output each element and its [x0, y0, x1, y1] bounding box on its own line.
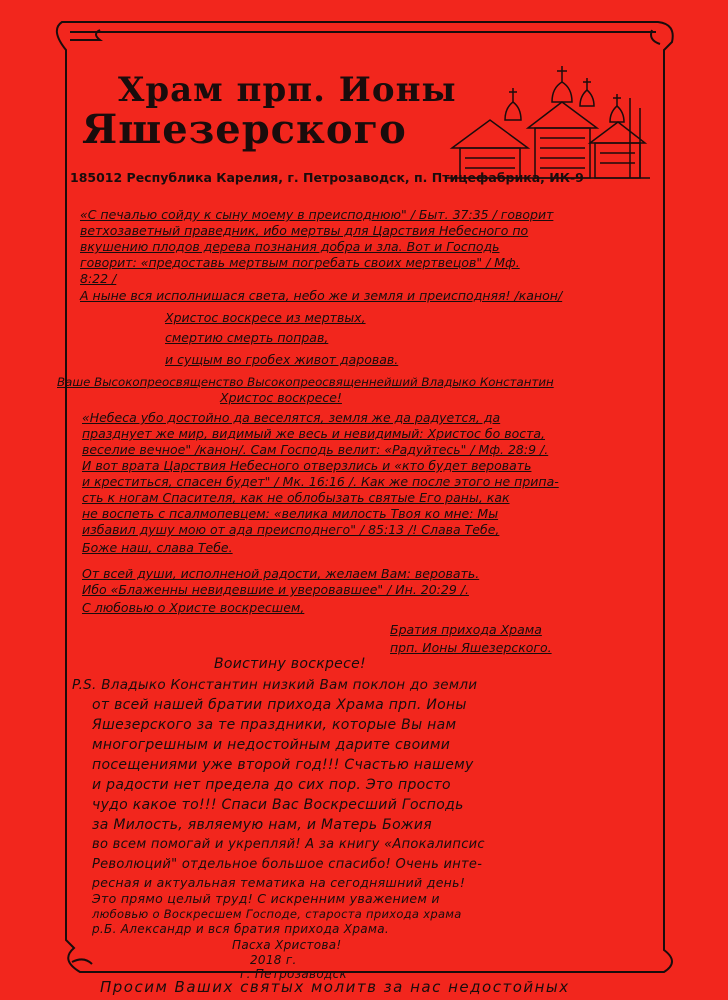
typed-line: Братия прихода Храма	[390, 622, 542, 637]
handwritten-line: г. Петрозаводск	[240, 967, 348, 981]
typed-line: А ныне вся исполнишася света, небо же и земля и преисподняя! /канон/	[80, 288, 563, 303]
header-address: 185012 Республика Карелия, г. Петрозаводск, п. Птицефабрика, ИК-9	[70, 170, 584, 185]
typed-line: и креститься, спасен будет" / Мк. 16:16 /. Как же после этого не припа-	[82, 474, 559, 489]
handwritten-line: P.S. Владыко Константин низкий Вам поклон до земли	[72, 677, 478, 693]
typed-line: смертию смерть поправ,	[165, 330, 329, 345]
handwritten-line: 2018 г.	[250, 953, 297, 967]
handwritten-line: Революций" отдельное большое спасибо! Очень инте-	[92, 857, 483, 872]
typed-line: Христос воскресе!	[220, 390, 342, 405]
typed-line: веселие вечное" /канон/. Сам Господь велит: «Радуйтесь" / Мф. 28:9 /.	[82, 442, 549, 457]
typed-line: «Небеса убо достойно да веселятся, земля же да радуется, да	[82, 410, 501, 425]
handwritten-line: от всей нашей братии прихода Храма прп. Ионы	[92, 697, 467, 713]
typed-line: «С печалью сойду к сыну моему в преисподнюю" / Быт. 37:35 / говорит	[80, 207, 554, 222]
handwritten-line: за Милость, являемую нам, и Матерь Божия	[92, 817, 432, 833]
handwritten-line: Это прямо целый труд! С искренним уважением и	[92, 891, 440, 906]
typed-line: сть к ногам Спасителя, как не облобызать святые Его раны, как	[82, 490, 510, 505]
typed-line: Ваше Высокопреосвященство Высокопреосвященнейший Владыко Константин	[57, 375, 554, 389]
typed-line: вкушению плодов дерева познания добра и зла. Вот и Господь	[80, 239, 500, 254]
header-title-line1: Храм прп. Ионы	[118, 70, 457, 110]
header-title-line2: Яшезерского	[82, 106, 407, 153]
handwritten-line: чудо какое то!!! Спаси Вас Воскресший Господь	[92, 797, 464, 813]
typed-line: говорит: «предоставь мертвым погребать своих мертвецов" / Мф.	[80, 255, 520, 270]
typed-line: празднует же мир, видимый же весь и невидимый: Христос бо воста,	[82, 426, 546, 441]
handwritten-line: Пасха Христова!	[232, 938, 342, 952]
typed-line: ветхозаветный праведник, ибо мертвы для Царствия Небесного по	[80, 223, 529, 238]
typed-line: С любовью о Христе воскресшем,	[82, 600, 305, 615]
handwritten-line: Яшезерского за те праздники, которые Вы нам	[92, 717, 457, 733]
typed-line: и сущым во гробех живот даровав.	[165, 352, 399, 367]
handwritten-line: ресная и актуальная тематика на сегодняшний день!	[92, 875, 466, 890]
handwritten-line: многогрешным и недостойным дарите своими	[92, 737, 451, 753]
handwritten-line: во всем помогай и укрепляй! А за книгу «Апокалипсис	[92, 837, 485, 852]
handwritten-line: и радости нет предела до сих пор. Это просто	[92, 777, 451, 793]
handwritten-line: посещениями уже второй год!!! Счастью нашему	[92, 757, 474, 773]
typed-line: От всей души, исполненой радости, желаем Вам: веровать.	[82, 566, 480, 581]
typed-line: Боже наш, слава Тебе.	[82, 540, 233, 555]
typed-line: не воспеть с псалмопевцем: «велика милость Твоя ко мне: Мы	[82, 506, 499, 521]
handwritten-line: любовью о Воскресшем Господе, староста прихода храма	[92, 907, 462, 921]
typed-line: прп. Ионы Яшезерского.	[390, 640, 552, 655]
handwritten-line: Воистину воскресе!	[214, 656, 366, 672]
handwritten-line: р.Б. Александр и вся братия прихода Храма.	[92, 922, 390, 936]
handwritten-line: Просим Ваших святых молитв за нас недостойных	[100, 978, 570, 996]
typed-line: И вот врата Царствия Небесного отверзлись и «кто будет веровать	[82, 458, 532, 473]
typed-line: избавил душу мою от ада преисподнего" / 85:13 /! Слава Тебе,	[82, 522, 500, 537]
church-drawing	[440, 58, 655, 188]
typed-line: Ибо «Блаженны невидевшие и уверовавшее" / Ин. 20:29 /.	[82, 582, 469, 597]
typed-line: Христос воскресе из мертвых,	[165, 310, 366, 325]
typed-line: 8:22 /	[80, 271, 117, 286]
